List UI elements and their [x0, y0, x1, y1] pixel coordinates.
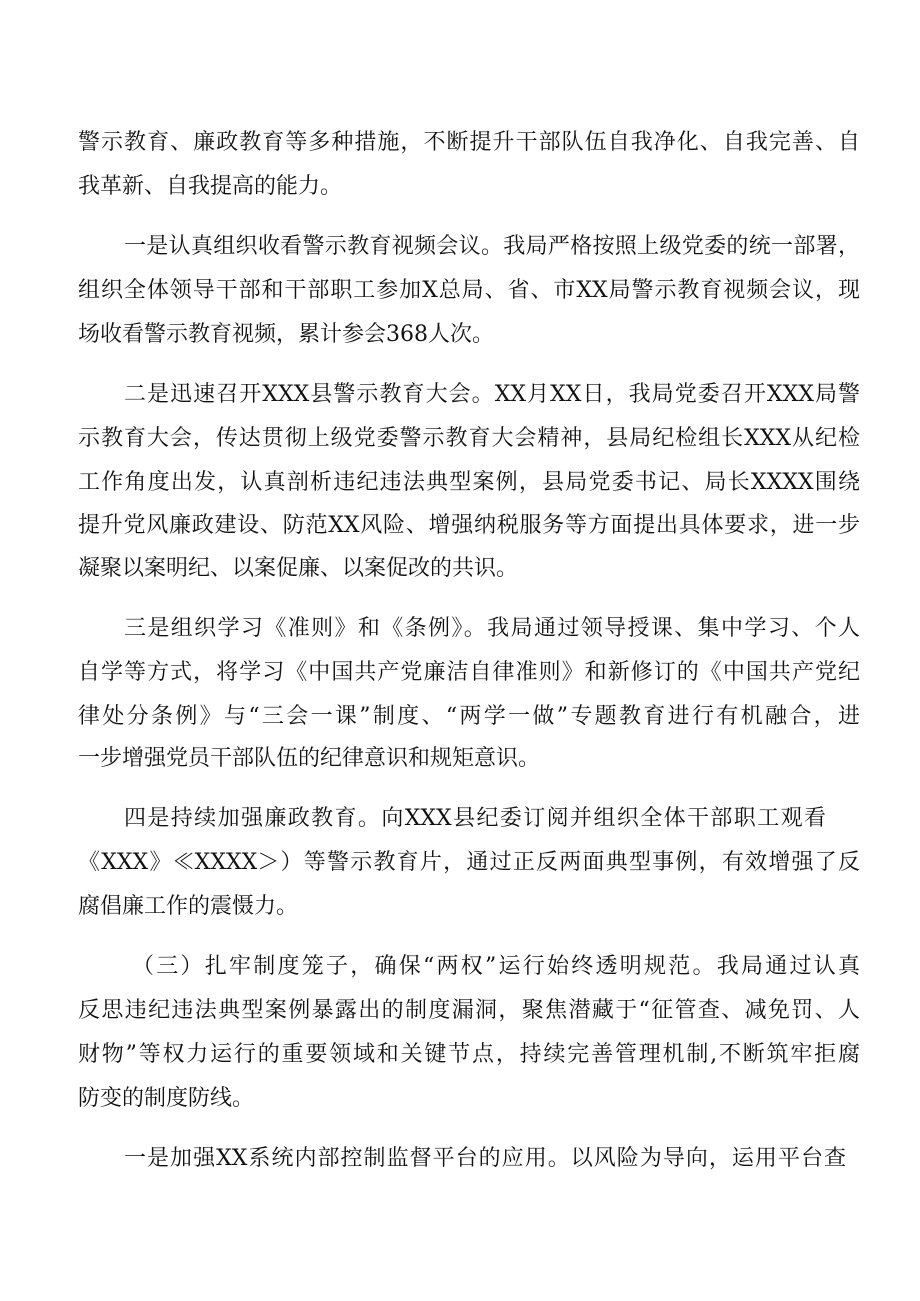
text-line: 一是认真组织收看警示教育视频会议。我局严格按照上级党委的统一部署，	[124, 234, 860, 259]
text-line: 律处分条例》与“三会一课”制度、“两学一做”专题教育进行有机融合，进	[78, 704, 860, 729]
text-line: 凝聚以案明纪、以案促廉、以案促改的共识。	[78, 556, 519, 581]
text-line: 反思违纪违法典型案例暴露出的制度漏洞，聚焦潜藏于“征管查、减免罚、人	[78, 998, 860, 1023]
text-line: 警示教育、廉政教育等多种措施，不断提升干部队伍自我净化、自我完善、自	[78, 130, 860, 155]
text-line: 四是持续加强廉政教育。向XXX县纪委订阅并组织全体干部职工观看	[124, 806, 826, 831]
text-line: 场收看警示教育视频，累计参会368人次。	[78, 322, 494, 347]
text-line: 二是迅速召开XXX县警示教育大会。XX月XX日，我局党委召开XXX局警	[124, 382, 860, 407]
text-line: 自学等方式，将学习《中国共产党廉洁自律准则》和新修订的《中国共产党纪	[78, 660, 860, 685]
text-line: （三）扎牢制度笼子，确保“两权”运行始终透明规范。我局通过认真	[132, 954, 860, 979]
text-line: 组织全体领导干部和干部职工参加X总局、省、市XX局警示教育视频会议，现	[78, 278, 860, 303]
text-line: 防变的制度防线。	[78, 1086, 255, 1111]
text-line: 工作角度出发，认真剖析违纪违法典型案例，县局党委书记、局长XXXX围绕	[78, 470, 860, 495]
text-line: 《XXX》≪XXXX＞）等警示教育片，通过正反两面典型事例，有效增强了反	[78, 850, 860, 875]
text-line: 我革新、自我提高的能力。	[78, 174, 343, 199]
text-line: 提升党风廉政建设、防范XX风险、增强纳税服务等方面提出具体要求，进一步	[78, 513, 860, 538]
text-line: 腐倡廉工作的震慑力。	[78, 894, 299, 919]
text-line: 三是组织学习《准则》和《条例》。我局通过领导授课、集中学习、个人	[124, 616, 860, 641]
text-line: 一是加强XX系统内部控制监督平台的应用。以风险为导向，运用平台查	[124, 1146, 846, 1171]
text-line: 一步增强党员干部队伍的纪律意识和规矩意识。	[78, 746, 541, 771]
text-line: 示教育大会，传达贯彻上级党委警示教育大会精神，县局纪检组长XXX从纪检	[78, 426, 860, 451]
text-line: 财物”等权力运行的重要领域和关键节点，持续完善管理机制,不断筑牢拒腐	[78, 1042, 860, 1067]
